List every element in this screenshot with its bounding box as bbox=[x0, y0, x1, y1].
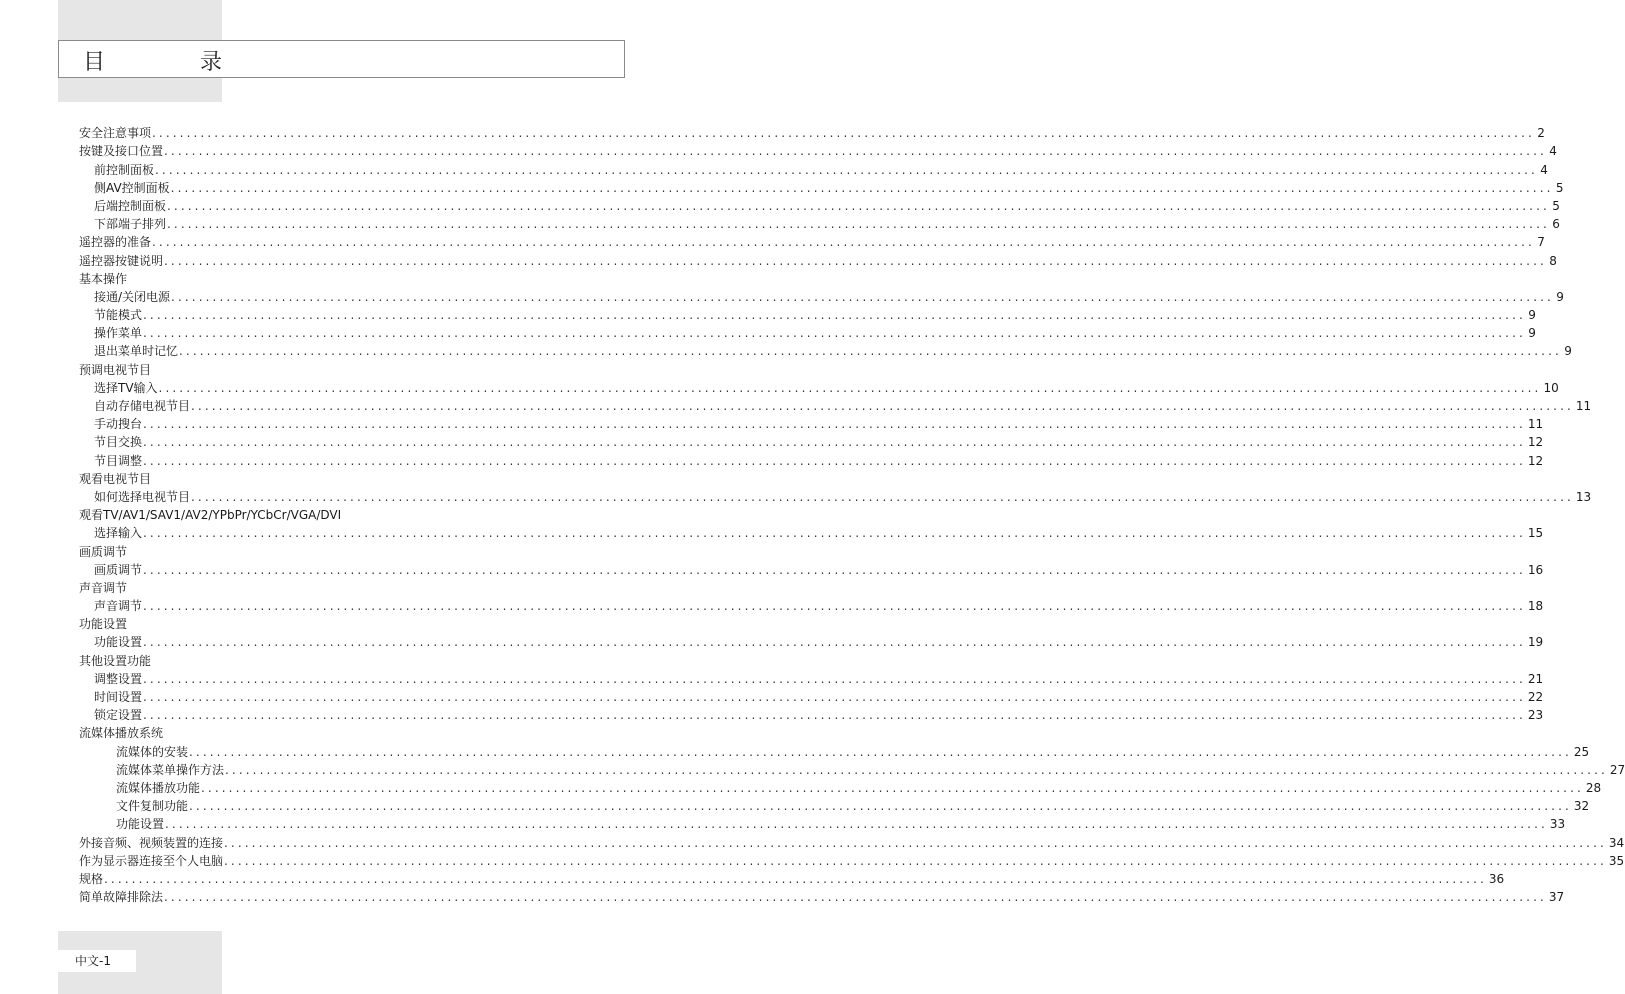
toc-dot-leader: ........................................................................................................................................................................................................ bbox=[155, 162, 1538, 177]
toc-entry[interactable] bbox=[79, 468, 568, 486]
toc-dot-leader: ........................................................................................................................................................................................................ bbox=[189, 744, 1572, 759]
toc-dot-leader: ........................................................................................................................................................................................................ bbox=[143, 599, 1526, 614]
toc-entry-label: 基本操作 bbox=[79, 271, 128, 286]
toc-entry-label: 外接音频、视频装置的连接 bbox=[79, 835, 224, 850]
toc-entry-label: 前控制面板 bbox=[94, 162, 155, 177]
toc-entry[interactable] bbox=[79, 322, 1536, 341]
toc-entry[interactable] bbox=[79, 195, 1560, 213]
toc-page-number: 18 bbox=[1527, 599, 1544, 614]
toc-dot-leader: ........................................................................................................................................................................................................ bbox=[143, 417, 1526, 432]
toc-entry[interactable] bbox=[79, 813, 1566, 832]
toc-entry-label: 接通/关闭电源 bbox=[94, 289, 171, 304]
toc-entry[interactable] bbox=[79, 704, 1544, 723]
toc-page-number: 25 bbox=[1573, 744, 1590, 759]
toc-entry[interactable] bbox=[79, 649, 568, 667]
toc-page-number: 37 bbox=[1548, 890, 1565, 905]
toc-entry-label: 按键及接口位置 bbox=[79, 144, 164, 159]
toc-entry[interactable] bbox=[79, 540, 568, 558]
toc-dot-leader: ........................................................................................................................................................................................................ bbox=[104, 871, 1487, 886]
toc-entry[interactable] bbox=[79, 759, 1625, 777]
toc-entry-label: 画质调节 bbox=[94, 562, 143, 577]
toc-entry-label: 选择输入 bbox=[94, 526, 143, 541]
toc-entry-label: 节能模式 bbox=[94, 308, 143, 323]
toc-entry[interactable] bbox=[79, 504, 568, 522]
toc-entry-label: 功能设置 bbox=[116, 817, 165, 832]
toc-entry-label: 声音调节 bbox=[79, 580, 128, 595]
toc-entry[interactable] bbox=[79, 177, 1564, 195]
toc-entry-label: 规格 bbox=[79, 871, 104, 886]
toc-entry-label: 侧AV控制面板 bbox=[94, 180, 170, 195]
toc-entry[interactable] bbox=[79, 213, 1560, 232]
toc-dot-leader: ........................................................................................................................................................................................................ bbox=[152, 126, 1535, 141]
toc-entry-label: 节目交换 bbox=[94, 435, 143, 450]
toc-entry[interactable] bbox=[79, 740, 1590, 759]
toc-entry-label: 手动搜台 bbox=[94, 417, 143, 432]
toc-entry[interactable] bbox=[79, 577, 568, 595]
toc-entry[interactable] bbox=[79, 304, 1536, 323]
toc-entry[interactable] bbox=[79, 868, 1505, 886]
toc-entry-label: 调整设置 bbox=[94, 671, 143, 686]
toc-entry[interactable] bbox=[79, 668, 1544, 686]
toc-page-number: 13 bbox=[1575, 489, 1592, 504]
toc-entry[interactable] bbox=[79, 486, 1592, 504]
toc-page-number: 8 bbox=[1549, 253, 1557, 268]
toc-page-number: 15 bbox=[1527, 526, 1544, 541]
toc-page-number: 32 bbox=[1573, 799, 1590, 814]
toc-dot-leader: ........................................................................................................................................................................................................ bbox=[143, 635, 1526, 650]
toc-dot-leader: ........................................................................................................................................................................................................ bbox=[189, 799, 1572, 814]
toc-entry[interactable] bbox=[79, 122, 1545, 141]
toc-dot-leader: ........................................................................................................................................................................................................ bbox=[165, 817, 1548, 832]
toc-entry[interactable] bbox=[79, 286, 1564, 304]
toc-page-number: 4 bbox=[1549, 144, 1557, 159]
toc-dot-leader: ........................................................................................................................................................................................................ bbox=[164, 144, 1547, 159]
toc-page-number: 21 bbox=[1527, 671, 1544, 686]
toc-page-number: 35 bbox=[1608, 853, 1625, 868]
toc-entry-label: 退出菜单时记忆 bbox=[94, 344, 179, 359]
toc-entry-label: 如何选择电视节目 bbox=[94, 489, 191, 504]
toc-entry-label: 观看电视节目 bbox=[79, 471, 152, 486]
toc-entry-label: 自动存储电视节目 bbox=[94, 399, 191, 413]
toc-entry[interactable] bbox=[79, 631, 1544, 650]
toc-entry-label: 流媒体播放系统 bbox=[79, 726, 164, 741]
toc-entry-label: 画质调节 bbox=[79, 544, 128, 559]
toc-page-number: 9 bbox=[1528, 326, 1536, 341]
toc-entry[interactable] bbox=[79, 795, 1590, 814]
toc-page-number: 22 bbox=[1527, 690, 1544, 704]
toc-entry-label: 时间设置 bbox=[94, 690, 143, 704]
toc-dot-leader: ........................................................................................................................................................................................................ bbox=[158, 380, 1542, 395]
toc-dot-leader: ........................................................................................................................................................................................................ bbox=[143, 526, 1526, 541]
toc-entry[interactable] bbox=[79, 431, 1544, 450]
toc-entry-label: 声音调节 bbox=[94, 599, 143, 614]
toc-entry-label: 流媒体的安装 bbox=[116, 744, 189, 759]
toc-entry-label: 流媒体播放功能 bbox=[116, 780, 201, 795]
toc-page-number: 23 bbox=[1527, 708, 1544, 723]
table-of-contents bbox=[79, 122, 1625, 905]
toc-page-number: 9 bbox=[1564, 344, 1572, 359]
toc-entry-label: 流媒体菜单操作方法 bbox=[116, 762, 225, 777]
toc-entry-label: 后端控制面板 bbox=[94, 198, 167, 213]
toc-entry[interactable] bbox=[79, 559, 1544, 577]
toc-dot-leader: ........................................................................................................................................................................................................ bbox=[224, 835, 1607, 850]
toc-page-number: 7 bbox=[1537, 235, 1545, 250]
toc-entry[interactable] bbox=[79, 613, 568, 631]
toc-entry[interactable] bbox=[79, 358, 568, 376]
page-title: 目 录 bbox=[83, 50, 266, 75]
toc-dot-leader: ........................................................................................................................................................................................................ bbox=[170, 180, 1554, 195]
toc-page-number: 9 bbox=[1528, 308, 1536, 323]
toc-dot-leader: ........................................................................................................................................................................................................ bbox=[164, 253, 1547, 268]
toc-page-number: 11 bbox=[1527, 417, 1544, 432]
toc-dot-leader: ........................................................................................................................................................................................................ bbox=[225, 762, 1608, 777]
toc-entry-label: 操作菜单 bbox=[94, 326, 143, 341]
toc-entry[interactable] bbox=[79, 268, 568, 286]
toc-dot-leader: ........................................................................................................................................................................................................ bbox=[143, 326, 1526, 341]
page-number-label: 中文-1 bbox=[58, 950, 136, 972]
toc-page-number: 6 bbox=[1552, 217, 1560, 232]
toc-page-number: 34 bbox=[1608, 835, 1625, 850]
toc-entry-label: 其他设置功能 bbox=[79, 653, 152, 668]
toc-page-number: 12 bbox=[1527, 453, 1544, 468]
toc-dot-leader: ........................................................................................................................................................................................................ bbox=[143, 308, 1526, 323]
toc-page-number: 12 bbox=[1527, 435, 1544, 450]
toc-entry[interactable] bbox=[79, 686, 1544, 704]
toc-entry-label: 文件复制功能 bbox=[116, 799, 189, 814]
toc-page-number: 2 bbox=[1537, 126, 1545, 141]
toc-dot-leader: ........................................................................................................................................................................................................ bbox=[191, 489, 1574, 504]
toc-dot-leader: ........................................................................................................................................................................................................ bbox=[167, 217, 1550, 232]
toc-entry[interactable] bbox=[79, 231, 1545, 250]
toc-entry-label: 作为显示器连接至个人电脑 bbox=[79, 853, 224, 868]
toc-entry-label: 预调电视节目 bbox=[79, 362, 152, 377]
toc-page-number: 11 bbox=[1575, 399, 1592, 413]
toc-page-number: 27 bbox=[1609, 762, 1625, 777]
toc-dot-leader: ........................................................................................................................................................................................................ bbox=[164, 890, 1547, 905]
toc-page-number: 4 bbox=[1540, 162, 1548, 177]
toc-dot-leader: ........................................................................................................................................................................................................ bbox=[179, 344, 1562, 359]
toc-entry[interactable] bbox=[79, 722, 568, 740]
toc-entry[interactable] bbox=[79, 158, 1548, 177]
toc-dot-leader: ........................................................................................................................................................................................................ bbox=[143, 453, 1526, 468]
toc-dot-leader: ........................................................................................................................................................................................................ bbox=[201, 780, 1584, 795]
toc-page-number: 5 bbox=[1555, 180, 1564, 195]
toc-dot-leader: ........................................................................................................................................................................................................ bbox=[143, 671, 1526, 686]
toc-entry-label: 观看TV/AV1/SAV1/AV2/YPbPr/YCbCr/VGA/DVI bbox=[79, 508, 342, 523]
toc-entry[interactable] bbox=[79, 777, 1602, 795]
toc-dot-leader: ........................................................................................................................................................................................................ bbox=[143, 708, 1526, 723]
toc-entry[interactable] bbox=[79, 595, 1544, 614]
toc-entry[interactable] bbox=[79, 449, 1544, 468]
toc-page-number: 33 bbox=[1549, 817, 1566, 832]
toc-entry-label: 遥控器按键说明 bbox=[79, 253, 164, 268]
toc-entry[interactable] bbox=[79, 377, 1559, 395]
toc-entry[interactable] bbox=[79, 395, 1592, 413]
toc-dot-leader: ........................................................................................................................................................................................................ bbox=[171, 289, 1554, 304]
toc-entry-label: 功能设置 bbox=[94, 635, 143, 650]
toc-entry-label: 遥控器的准备 bbox=[79, 235, 152, 250]
toc-page-number: 16 bbox=[1527, 562, 1544, 577]
toc-page-number: 5 bbox=[1552, 198, 1560, 213]
toc-entry-label: 安全注意事项 bbox=[79, 126, 152, 141]
toc-page-number: 9 bbox=[1556, 289, 1564, 304]
toc-entry[interactable] bbox=[79, 249, 1557, 268]
toc-entry-label: 锁定设置 bbox=[94, 708, 143, 723]
toc-page-number: 19 bbox=[1527, 635, 1544, 650]
toc-dot-leader: ........................................................................................................................................................................................................ bbox=[224, 853, 1607, 868]
toc-page-number: 36 bbox=[1488, 871, 1505, 886]
title-box bbox=[58, 40, 625, 78]
toc-dot-leader: ........................................................................................................................................................................................................ bbox=[152, 235, 1535, 250]
toc-entry-label: 节目调整 bbox=[94, 453, 143, 468]
toc-page-number: 28 bbox=[1585, 780, 1602, 795]
toc-entry[interactable] bbox=[79, 522, 1544, 541]
toc-entry-label: 选择TV输入 bbox=[94, 380, 158, 395]
toc-entry[interactable] bbox=[79, 140, 1557, 159]
toc-dot-leader: ........................................................................................................................................................................................................ bbox=[191, 399, 1574, 413]
toc-entry[interactable] bbox=[79, 850, 1625, 868]
toc-entry[interactable] bbox=[79, 413, 1544, 432]
toc-entry[interactable] bbox=[79, 886, 1565, 905]
toc-dot-leader: ........................................................................................................................................................................................................ bbox=[167, 198, 1550, 213]
toc-dot-leader: ........................................................................................................................................................................................................ bbox=[143, 435, 1526, 450]
toc-dot-leader: ........................................................................................................................................................................................................ bbox=[143, 562, 1526, 577]
toc-entry[interactable] bbox=[79, 831, 1625, 850]
toc-entry[interactable] bbox=[79, 340, 1572, 359]
toc-dot-leader: ........................................................................................................................................................................................................ bbox=[143, 690, 1526, 704]
toc-entry-label: 简单故障排除法 bbox=[79, 890, 164, 905]
toc-entry-label: 功能设置 bbox=[79, 617, 128, 632]
toc-page-number: 10 bbox=[1543, 380, 1559, 395]
toc-entry-label: 下部端子排列 bbox=[94, 217, 167, 232]
